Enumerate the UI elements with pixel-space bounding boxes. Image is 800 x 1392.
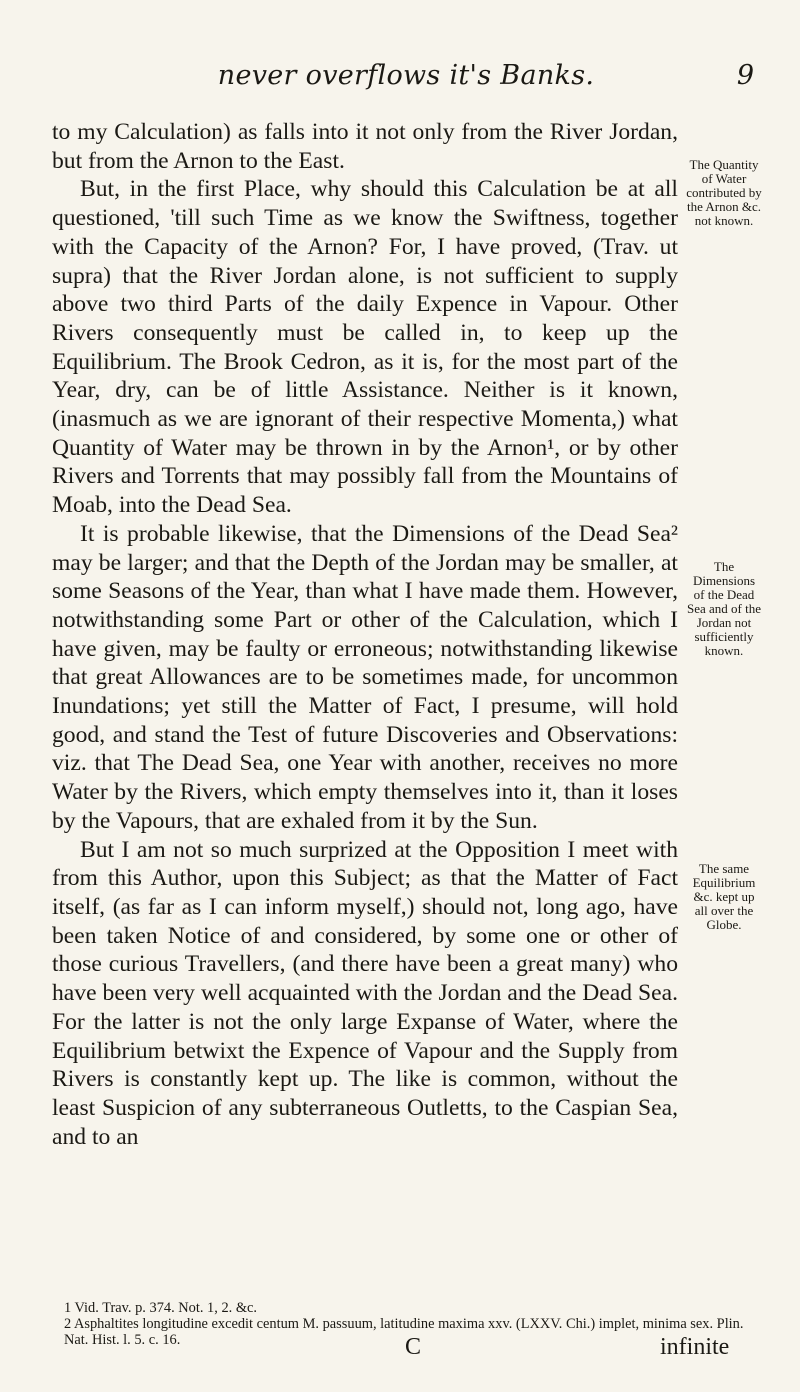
paragraph-4: But I am not so much surprized at the Opposition I meet with from this Author, upon this Subject; as that the Matter of Fact itself, (as far as I can inform myself,) should not, long ago, have been taken Notice of and considered, by some one or other of those curious Travellers, (and there have been a great many) who have been very well acquainted with the Jordan and the Dead Sea. For the latter is not the only large Expanse of Water, where the Equilibrium betwixt the Expence of Vapour and the Supply from Rivers is constantly kept up. The like is common, without the least Suspicion of any subterraneous Outletts, to the Caspian Sea, and to an — [52, 836, 678, 1150]
paragraph-2: But, in the first Place, why should this Calculation be at all questioned, 'till such Time as we know the Swiftness, together with the Capacity of the Arnon? For, I have proved, (Trav. ut supra) that the River Jordan alone, is not sufficient to supply above two third Parts of the daily Expence in Vapour. Other Rivers consequently must be called in, to keep up the Equilibrium. The Brook Cedron, as it is, for the most part of the Year, dry, can be of little Assistance. Neither is it known, (inasmuch as we are ignorant of their respective Momenta,) what Quantity of Water may be thrown in by the Arnon¹, or by other Rivers and Torrents that may possibly fall from the Mountains of Moab, into the Dead Sea. — [52, 176, 678, 519]
page-number: 9 — [736, 60, 754, 91]
running-head: never overflows it's Banks. — [217, 60, 595, 91]
signature-mark: C — [405, 1334, 422, 1360]
catchword: infinite — [660, 1334, 730, 1360]
paragraph-3: It is probable likewise, that the Dimensions of the Dead Sea² may be larger; and that the Depth of the Jordan may be smaller, at some Seasons of the Year, than what I have made them. However, notwithstanding some Part or other of the Calculation, which I have given, may be faulty or erroneous; notwithstanding likewise that great Allowances are to be sometimes made, for uncommon Inundations; yet still the Matter of Fact, I presume, will hold good, and stand the Test of future Discoveries and Observations: viz. that The Dead Sea, one Year with another, receives no more Water by the Rivers, which empty themselves into it, than it loses by the Vapours, that are exhaled from it by the Sun. — [52, 520, 678, 834]
margin-note-arnon: The Quantity of Water contributed by the Arnon &c. not known. — [686, 157, 762, 228]
margin-note-dimensions: The Dimensions of the Dead Sea and of the Jordan not sufficiently known. — [686, 559, 761, 658]
footnote-2: 2 Asphaltites longitudine excedit centum M. passuum, latitudine maxima xxv. (LXXV. Chi.) implet, minima sex. Plin. Nat. Hist. l. 5. c. 16. — [64, 1316, 744, 1348]
margin-note-equilibrium: The same Equilibrium &c. kept up all over the Globe. — [692, 861, 756, 932]
main-text — [52, 118, 678, 1151]
footnotes — [64, 1300, 744, 1348]
footnote-1: 1 Vid. Trav. p. 374. Not. 1, 2. &c. — [64, 1300, 258, 1316]
page-header — [52, 60, 760, 104]
paragraph-1: to my Calculation) as falls into it not only from the River Jordan, but from the Arnon to the East. — [52, 119, 678, 174]
